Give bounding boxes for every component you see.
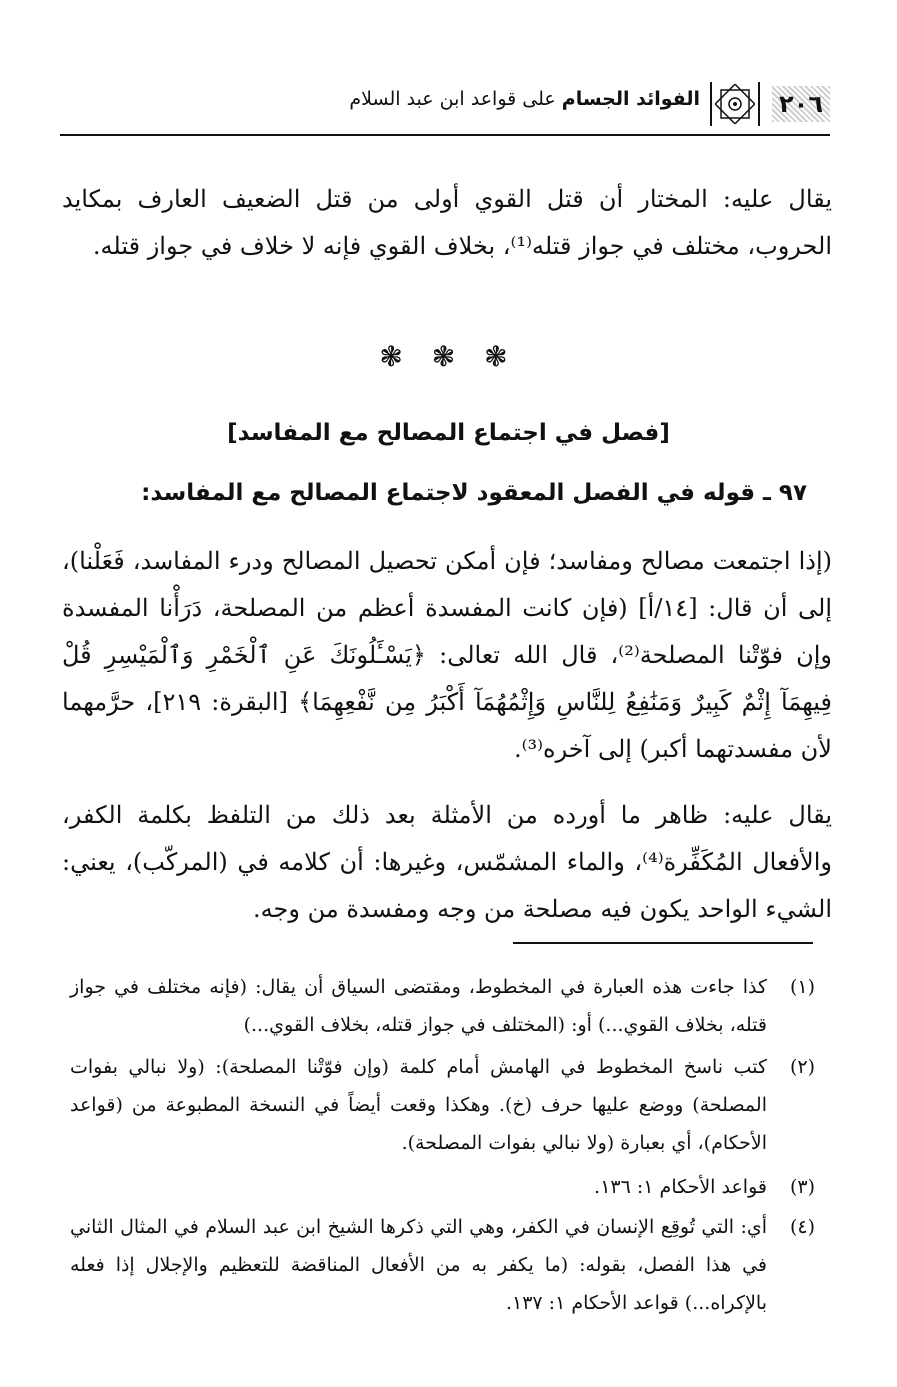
footnote-3 <box>70 1168 815 1206</box>
paragraph-1: يقال عليه: المختار أن قتل القوي أولى من قتل الضعيف العارف بمكايد الحروب، مختلف في جواز قتله⁽¹⁾، بخلاف القوي فإنه لا خلاف في جواز قتله. <box>62 185 832 260</box>
footnote-text: أي: التي تُوقِع الإنسان في الكفر، وهي التي ذكرها الشيخ ابن عبد السلام في المثال الثاني في هذا الفصل، بقوله: (ما يكفر به من الأفعال المناقضة للتعظيم والإجلال إذا فعله بالإكراه...) قواعد الأحكام ١: ١٣٧. <box>70 1216 767 1314</box>
footnote-4 <box>70 1208 815 1322</box>
section-title: [فصل في اجتماع المصالح مع المفاسد] <box>227 420 670 446</box>
footnote-text: قواعد الأحكام ١: ١٣٦. <box>594 1176 767 1198</box>
footnote-number: (٣) <box>789 1176 815 1198</box>
page-header <box>60 78 830 136</box>
footnote-number: (٤) <box>789 1216 815 1238</box>
footnote-1 <box>70 968 815 1044</box>
footnote-2 <box>70 1048 815 1162</box>
ornament-icon <box>710 82 760 126</box>
paragraph-2: (إذا اجتمعت مصالح ومفاسد؛ فإن أمكن تحصيل المصالح ودرء المفاسد، فَعَلْنا)، إلى أن قال: [١٤/أ] (فإن كانت المفسدة أعظم من المصلحة، دَرَأْنا المفسدة وإن فوّتْنا المصلحة⁽²⁾، قال الله تعالى: ﴿يَسْـَٔلُونَكَ عَنِ ٱلْخَمْرِ وَٱلْمَيْسِرِ قُلْ فِيهِمَآ إِثْمٌ كَبِيرٌ وَمَنَٰفِعُ لِلنَّاسِ وَإِثْمُهُمَآ أَكْبَرُ مِن نَّفْعِهِمَا﴾ [البقرة: ٢١٩]، حرَّمهما لأن مفسدتهما أكبر) إلى آخره⁽³⁾. <box>62 547 833 763</box>
section-separator: ❃ ❃ ❃ <box>379 340 518 373</box>
footnote-text: كذا جاءت هذه العبارة في المخطوط، ومقتضى السياق أن يقال: (فإنه مختلف في جواز قتله، بخلاف القوي...) أو: (المختلف في جواز قتله، بخلاف القوي...) <box>70 976 767 1036</box>
running-header-rest: على قواعد ابن عبد السلام <box>349 88 556 110</box>
page-number: ٢٠٦ <box>772 86 830 122</box>
footnote-divider <box>513 942 813 944</box>
footnote-number: (١) <box>789 976 815 998</box>
footnote-number: (٢) <box>789 1056 815 1078</box>
footnote-text: كتب ناسخ المخطوط في الهامش أمام كلمة (وإن فوّتْنا المصلحة): (ولا نبالي بفوات المصلحة) ووضع عليها حرف (خ). وهكذا وقعت أيضاً في النسخة المطبوعة من (قواعد الأحكام)، أي بعبارة (ولا نبالي بفوات المصلحة). <box>70 1056 767 1154</box>
running-header <box>349 88 700 110</box>
running-header-bold: الفوائد الجسام <box>561 88 700 110</box>
paragraph-3: يقال عليه: ظاهر ما أورده من الأمثلة بعد ذلك من التلفظ بكلمة الكفر، والأفعال المُكَفِّرة⁽⁴⁾، والماء المشمّس، وغيرها: أن كلامه في (المركّب)، يعني: الشيء الواحد يكون فيه مصلحة من وجه ومفسدة من وجه. <box>62 801 832 923</box>
item-title: ٩٧ ـ قوله في الفصل المعقود لاجتماع المصالح مع المفاسد: <box>141 480 807 506</box>
